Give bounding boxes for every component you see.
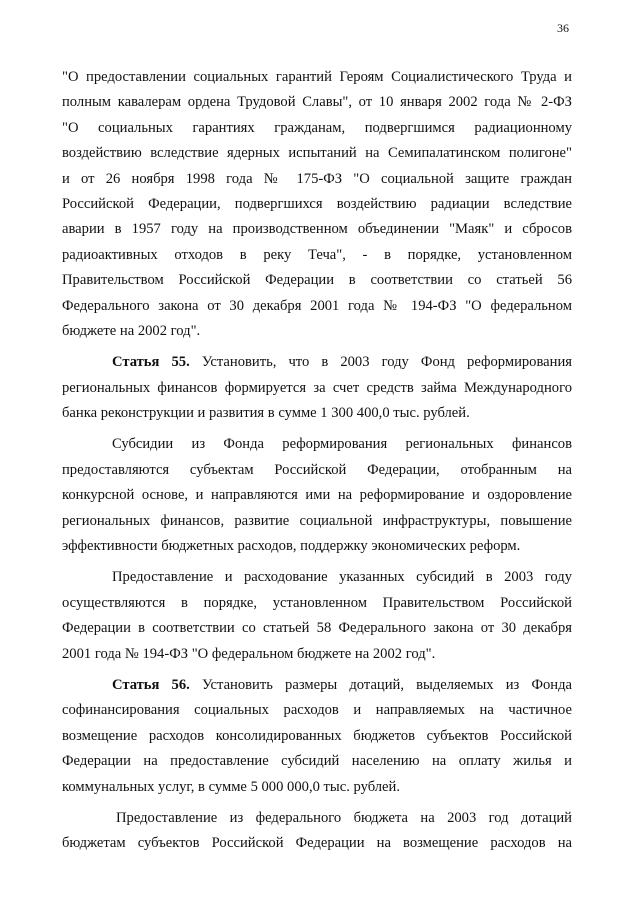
article-56-label: Статья 56.: [112, 676, 190, 693]
text-line: банка реконструкции и развития в сумме 1 300 400,0 тыс. рублей.: [62, 405, 470, 422]
provision-paragraph: [62, 565, 572, 667]
text-line: возмещение расходов консолидированных бюджетов субъектов Российской: [62, 727, 572, 744]
article-55-label: Статья 55.: [112, 354, 190, 371]
text-line: региональных финансов, развитие социальной инфраструктуры, повышение: [62, 512, 572, 529]
text-line: и от 26 ноября 1998 года № 175-ФЗ "О социальной защите граждан: [62, 170, 572, 187]
article-55-first-line-text: Установить, что в 2003 году Фонд реформирования: [201, 354, 572, 371]
text-line: 2001 года № 194-ФЗ "О федеральном бюджете на 2002 год".: [62, 645, 436, 662]
article-55-first-line: [62, 350, 572, 375]
text-line: региональных финансов формируется за счет средств займа Международного: [62, 379, 572, 396]
article-56-first-line-text: Установить размеры дотаций, выделяемых из Фонда: [201, 676, 572, 693]
text-line: конкурсной основе, и направляются ими на реформирование и оздоровление: [62, 487, 572, 504]
text-line: бюджетам субъектов Российской Федерации на возмещение расходов на: [62, 835, 572, 852]
text-line: Предоставление из федерального бюджета на 2003 год дотаций: [116, 809, 572, 826]
text-line: осуществляются в порядке, установленном Правительством Российской: [62, 594, 572, 611]
text-line: Российской Федерации, подвергшихся воздействию радиации вследствие: [62, 195, 572, 212]
article-56: [62, 673, 572, 800]
text-line: "О социальных гарантиях гражданам, подвергшимся радиационному: [62, 119, 572, 136]
text-line: Федерации в соответствии со статьей 58 Федерального закона от 30 декабря: [62, 620, 572, 637]
text-line: воздействию вследствие ядерных испытаний на Семипалатинском полигоне": [62, 145, 572, 162]
text-line: Субсидии из Фонда реформирования региональных финансов: [112, 436, 572, 453]
text-line: полным кавалерам ордена Трудовой Славы", от 10 января 2002 года № 2-ФЗ: [62, 94, 572, 111]
text-line: "О предоставлении социальных гарантий Героям Социалистического Труда и: [62, 69, 572, 85]
article-56-first-line: [62, 673, 572, 698]
text-line: Правительством Российской Федерации в соответствии со статьей 56: [62, 272, 572, 289]
text-line: коммунальных услуг, в сумме 5 000 000,0 тыс. рублей.: [62, 778, 400, 795]
text-line: аварии в 1957 году на производственном объединении "Маяк" и сбросов: [62, 221, 572, 238]
text-line: Федерального закона от 30 декабря 2001 года № 194-ФЗ "О федеральном: [62, 297, 572, 314]
text-line: софинансирования социальных расходов и направляемых на частичное: [62, 702, 572, 719]
continuation-paragraph: [62, 65, 572, 344]
text-line: эффективности бюджетных расходов, поддержку экономических реформ.: [62, 538, 521, 555]
text-line: Федерации на предоставление субсидий населению на оплату жилья и: [62, 753, 572, 770]
text-line: предоставляются субъектам Российской Федерации, отобранным на: [62, 461, 572, 478]
text-line: бюджете на 2002 год".: [62, 322, 201, 339]
page-number: 36: [557, 21, 569, 35]
text-line: Предоставление и расходование указанных субсидий в 2003 году: [112, 569, 572, 586]
document-body: [62, 65, 572, 857]
article-55: [62, 350, 572, 426]
subsidies-paragraph: [62, 432, 572, 559]
federal-budget-paragraph: [62, 806, 572, 857]
text-line: радиоактивных отходов в реку Теча", - в порядке, установленном: [62, 246, 572, 263]
